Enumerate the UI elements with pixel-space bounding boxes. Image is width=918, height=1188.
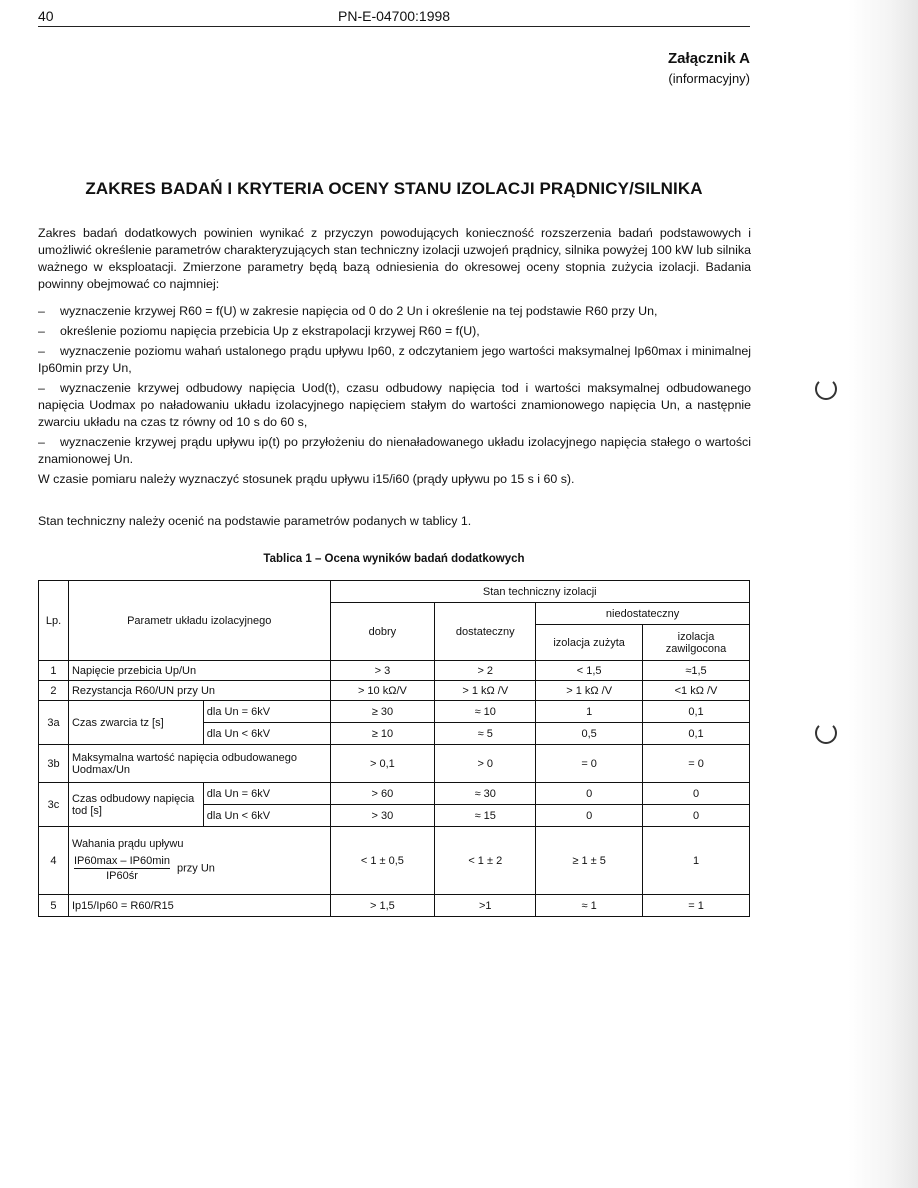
list-item: – wyznaczenie poziomu wahań ustalonego prądu upływu Ip60, z odczytaniem jego wartości maksymalnej Ip60max i minimalnej Ip60min przy Un, [38, 344, 751, 375]
annex-subtitle: (informacyjny) [668, 71, 750, 86]
table-row: 3b Maksymalna wartość napięcia odbudowanego Uodmax/Un > 0,1 > 0 = 0 = 0 [39, 745, 750, 783]
standard-id: PN-E-04700:1998 [338, 8, 451, 24]
stan-note: Stan techniczny należy ocenić na podstawie parametrów podanych w tablicy 1. [38, 514, 472, 528]
annex-title: Załącznik A [668, 50, 750, 67]
intro-paragraph: Zakres badań dodatkowych powinien wynikać z przyczyn powodujących konieczność rozszerzenia badań podstawowych i umożliwić określenie parametrów charakteryzujących stan techniczny izolacji uzwojeń prądnicy, silnika powyżej 100 kW lub silnika ważnego w eksploatacji. Zmierzone parametry będą bazą odniesienia do okresowej oceny stopnia zużycia izolacji. Badania powinny obejmować co najmniej: [38, 226, 751, 291]
scanned-margin [848, 0, 918, 1188]
header-zawilgocona: izolacja zawilgocona [643, 625, 750, 661]
table-title: Tablica 1 – Ocena wyników badań dodatkowych [263, 553, 525, 565]
header-param: Parametr układu izolacyjnego [68, 581, 330, 661]
table-row: dla Un < 6kV > 30 ≈ 15 0 0 [39, 805, 750, 827]
header-dobry: dobry [330, 603, 435, 661]
table-row: 4 Wahania prądu upływu $\frac{IP60\max - IP60\min}{IP60śr}$ przy Un < 1 ± 0,5 < 1 ± 2 ≥ 1 ± 5 1 [39, 827, 750, 895]
header-lp: Lp. [39, 581, 69, 661]
list-item: – wyznaczenie krzywej odbudowy napięcia Uod(t), czasu odbudowy napięcia tod i wartości maksymalnej odbudowanego napięcia Uodmax po naładowaniu układu izolacyjnego napięciem stałym do wartości znamionowego napięcia Un, a następnie zwarciu układu na czas tz równy od 10 s do 60 s, [38, 381, 751, 429]
table-row: 1 Napięcie przebicia Up/Un > 3 > 2 < 1,5 ≈1,5 [39, 661, 750, 681]
page-number: 40 [38, 8, 54, 24]
fluctuation-fraction: $\frac{IP60\max - IP60\min}{IP60śr}$ [73, 855, 170, 882]
ratio-note: W czasie pomiaru należy wyznaczyć stosunek prądu upływu i15/i60 (prądy upływu po 15 s i 60 s). [38, 472, 575, 486]
row-4-label: Wahania prądu upływu [71, 838, 184, 850]
list-item: – wyznaczenie krzywej R60 = f(U) w zakresie napięcia od 0 do 2 Un i określenie na tej podstawie R60 przy Un, [38, 304, 658, 318]
table-row: 5 Ip15/Ip60 = R60/R15 > 1,5 >1 ≈ 1 = 1 [39, 895, 750, 917]
header-rule [38, 26, 750, 27]
page-title: ZAKRES BADAŃ I KRYTERIA OCENY STANU IZOLACJI PRĄDNICY/SILNIKA [85, 179, 703, 198]
list-item: – wyznaczenie krzywej prądu upływu ip(t) po przyłożeniu do nienaładowanego układu izolacyjnego napięcia stałego o wartości znamionowej Un. [38, 435, 751, 466]
header-stan: Stan techniczny izolacji [330, 581, 750, 603]
list-item: – określenie poziomu napięcia przebicia Up z ekstrapolacji krzywej R60 = f(U), [38, 324, 480, 338]
header-niedostateczny: niedostateczny [536, 603, 750, 625]
table-row: 2 Rezystancja R60/UN przy Un > 10 kΩ/V > 1 kΩ /V > 1 kΩ /V <1 kΩ /V [39, 681, 750, 701]
punch-hole [815, 378, 837, 400]
punch-hole [815, 722, 837, 744]
requirements-list [38, 303, 751, 491]
table-row: dla Un < 6kV ≥ 10 ≈ 5 0,5 0,1 [39, 723, 750, 745]
table-row: 3a Czas zwarcia tz [s] dla Un = 6kV ≥ 30 ≈ 10 1 0,1 [39, 701, 750, 723]
results-table [38, 580, 750, 917]
table-header-row [39, 581, 750, 603]
header-zuzyta: izolacja zużyta [536, 625, 643, 661]
table-row: 3c Czas odbudowy napięcia tod [s] dla Un = 6kV > 60 ≈ 30 0 0 [39, 783, 750, 805]
header-dostateczny: dostateczny [435, 603, 536, 661]
